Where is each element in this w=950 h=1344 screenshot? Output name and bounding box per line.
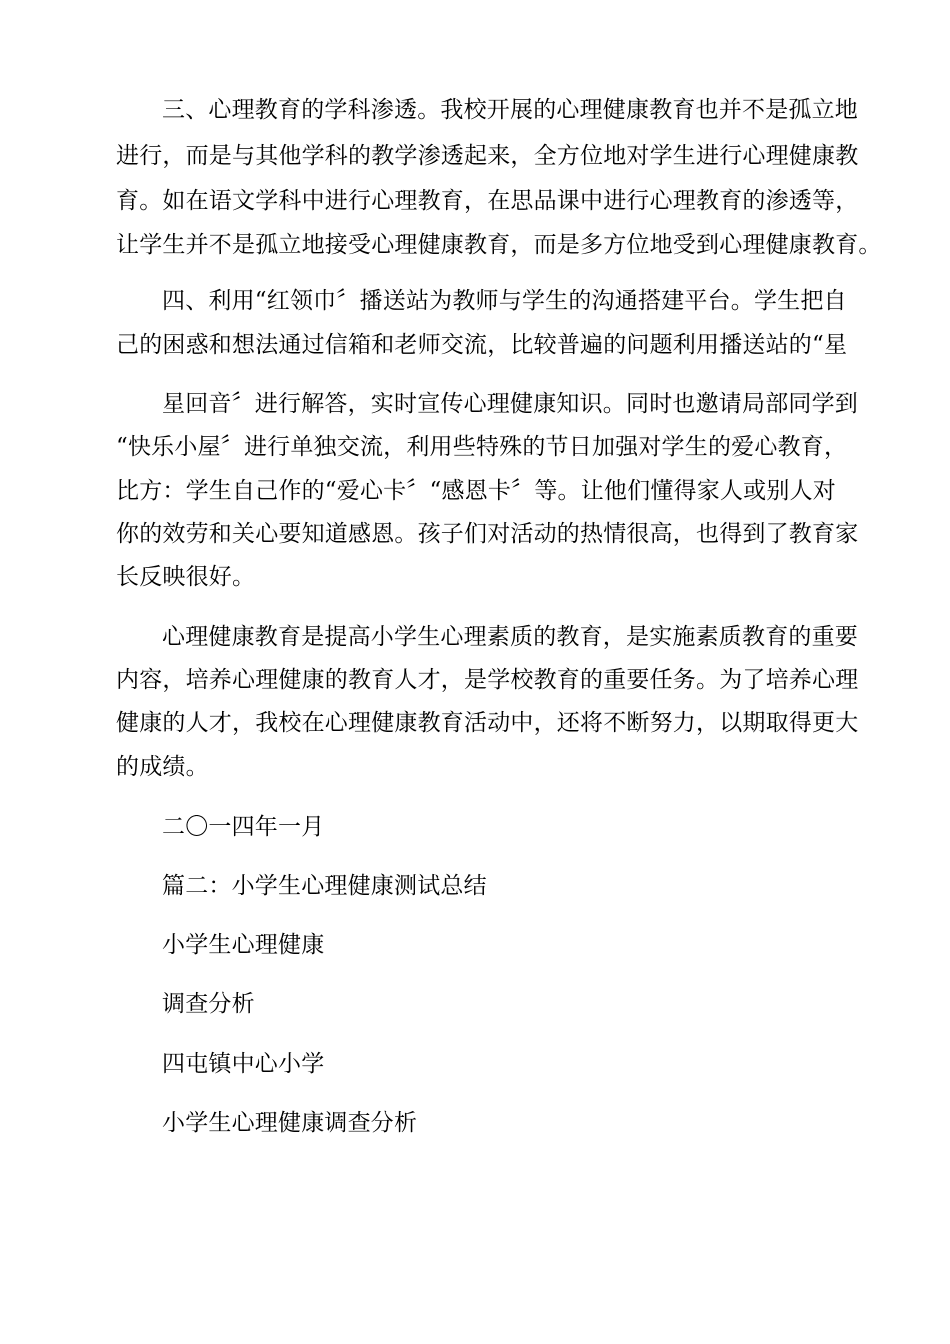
para4-line-1: 心理健康教育是提高小学生心理素质的教育，是实施素质教育的重要 (162, 624, 858, 650)
para1-line-4: 让学生并不是孤立地接受心理健康教育，而是多方位地受到心理健康教育。 (116, 232, 882, 258)
para2-line-1: 四、利用“红领巾〞播送站为教师与学生的沟通搭建平台。学生把自 (162, 288, 847, 314)
para2-line-2: 己的困惑和想法通过信箱和老师交流，比较普遍的问题利用播送站的“星 (116, 332, 848, 358)
title-line-1: 小学生心理健康 (162, 932, 325, 958)
para3-line-2: “快乐小屋〞进行单独交流，利用些特殊的节日加强对学生的爱心教育， (116, 434, 848, 460)
para1-line-2: 进行，而是与其他学科的教学渗透起来，全方位地对学生进行心理健康教 (116, 143, 859, 169)
para3-line-4: 你的效劳和关心要知道感恩。孩子们对活动的热情很高，也得到了教育家 (116, 521, 859, 547)
document-date: 二〇一四年一月 (162, 814, 325, 840)
para3-line-5: 长反映很好。 (116, 564, 256, 590)
para4-line-3: 健康的人才，我校在心理健康教育活动中，还将不断努力，以期取得更大 (116, 710, 859, 736)
chapter-title: 篇二：小学生心理健康测试总结 (162, 873, 487, 899)
para4-line-4: 的成绩。 (116, 754, 209, 780)
para3-line-3: 比方：学生自己作的“爱心卡〞“感恩卡〞等。让他们懂得家人或别人对 (116, 478, 836, 504)
para1-line-1: 三、心理教育的学科渗透。我校开展的心理健康教育也并不是孤立地 (162, 97, 858, 123)
school-name: 四屯镇中心小学 (162, 1051, 325, 1077)
report-subtitle: 小学生心理健康调查分析 (162, 1110, 418, 1136)
para3-line-1: 星回音〞进行解答，实时宣传心理健康知识。同时也邀请局部同学到 (162, 391, 858, 417)
para1-line-3: 育。如在语文学科中进行心理教育，在思品课中进行心理教育的渗透等， (116, 188, 859, 214)
para4-line-2: 内容，培养心理健康的教育人才，是学校教育的重要任务。为了培养心理 (116, 667, 859, 693)
title-line-2: 调查分析 (162, 991, 255, 1017)
